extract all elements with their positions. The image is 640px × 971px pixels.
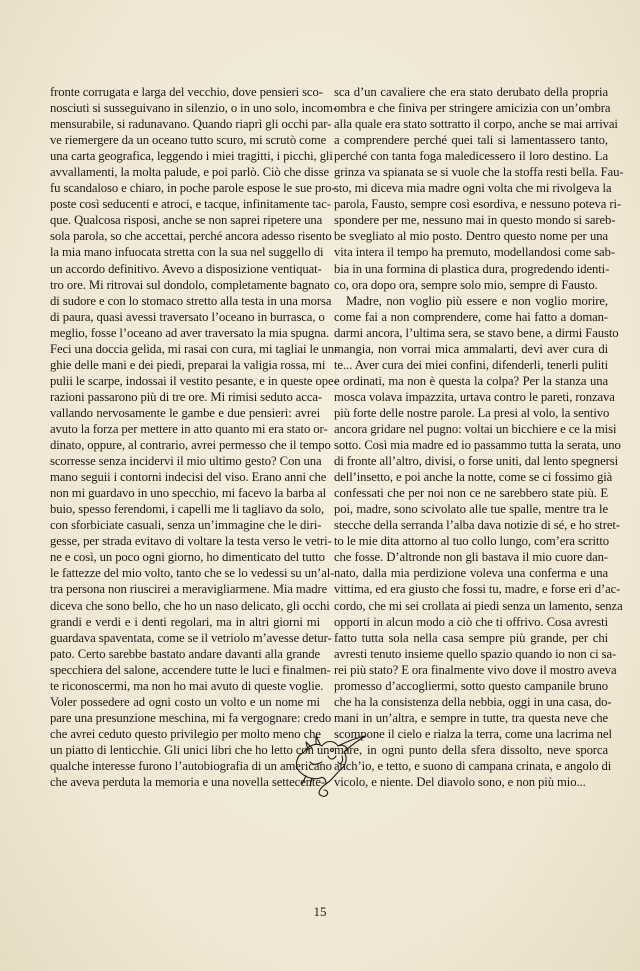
text-line: grandi e verdi e i denti regolari, ma in altri giorni mi [50, 614, 320, 629]
text-line: cordo, che mi sei crollata ai piedi senza un lamento, senza [334, 598, 623, 613]
text-line: mare, in ogni punto della sfera dissolto, neve sporca [334, 742, 608, 757]
text-line: Voler possedere ad ogni costo un volto e un nome mi [50, 694, 320, 709]
text-line: di fronte all’altro, divisi, o forse uniti, dal lento spegnersi [334, 454, 619, 469]
text-line: le fattezze del mio volto, tanto che se lo vedessi su un’al- [50, 566, 335, 581]
text-line: scompone il cielo e rialza la terra, come una lacrima nel [334, 726, 612, 741]
text-line: to le mie dita attorno al tuo collo lungo, com’era scritto [334, 534, 610, 549]
text-line: ne e così, un poco ogni giorno, ho dimenticato del tutto [50, 550, 325, 565]
text-line: Feci una doccia gelida, mi rasai con cura, mi tagliai le un- [50, 341, 339, 356]
text-line: ancora gridare nel pugno: voltai un bicchiere e ce la misi [334, 421, 617, 436]
text-line: fu scandaloso e chiaro, in poche parole espose le sue pro- [50, 181, 336, 196]
text-line: sotto. Così mia madre ed io passammo tutta la serata, uno [334, 438, 621, 453]
page-number: 15 [313, 904, 327, 919]
text-line: di sudore e con lo stomaco stretto alla testa in una morsa [50, 293, 332, 308]
text-line: la mia mano infuocata stretta con la sua nel suggello di [50, 245, 324, 260]
text-line: razioni passarono più di tre ore. Mi rimisi seduto acca- [50, 389, 323, 404]
text-line: pare una presunzione meschina, mi fa vergognare: credo [50, 710, 332, 725]
text-line: promesso d’accogliermi, sotto questo campanile bruno [334, 678, 608, 693]
text-line: nato, dalla mia perdizione voleva una conferma e una [334, 566, 608, 581]
text-line: e ordinati, ma non è questa la colpa? Per la stanza una [334, 373, 608, 388]
text-line: gesse, per strada evitavo di voltare la testa verso le vetri- [50, 534, 332, 549]
text-line: rei più stato? E ora finalmente vivo dove il mostro aveva [334, 662, 617, 677]
text-line: pulii le scarpe, indossai il vestito pesante, e in queste ope- [50, 373, 338, 388]
text-line: confessati che per noi non ce ne sarebbero state più. E [334, 486, 608, 501]
text-line: diceva che sono bello, che ho un naso delicato, gli occhi [50, 598, 330, 613]
text-line: vita intera il tempo ha premuto, modellandosi come sab- [334, 245, 615, 260]
text-line: con sforbiciate casuali, senza un’immagine che le diri- [50, 518, 322, 533]
text-line: mangia, non vorrai mica ammalarti, devi aver cura di [334, 341, 608, 356]
text-line: specchiera del salone, accendere tutte le luci e finalmen- [50, 662, 331, 677]
text-line: che ha la consistenza della nebbia, oggi in una casa, do- [334, 694, 612, 709]
text-line: vicolo, e niente. Del diavolo sono, e non più mio... [334, 775, 586, 790]
text-line: guardava spaventata, come se il vetriolo m’avesse detur- [50, 630, 332, 645]
text-line: parola, Fausto, sempre così esordiva, e nessuno poteva ri- [334, 197, 621, 212]
text-line: un accordo definitivo. Avevo a disposizione ventiquat- [50, 261, 322, 276]
text-line: opporti in alcun modo a ciò che ti offrivo. Cosa avresti [334, 614, 608, 629]
text-line: ombra e che finiva per stringere amicizia con un’ombra [334, 101, 611, 116]
text-line: perché con tanta foga maledicessero il loro destino. La [334, 149, 608, 164]
text-line: fronte corrugata e larga del vecchio, dove pensieri sco- [50, 85, 323, 99]
text-line: vallando nervosamente le gambe e due pensieri: avrei [50, 405, 320, 420]
text-line: tro ore. Mi ritrovai sul dondolo, completamente bagnato [50, 277, 330, 292]
text-line: darmi ancora, l’ultima sera, se stavo bene, a dirmi Fausto [334, 325, 619, 340]
text-line: alla quale era stato sottratto il corpo, anche se mai arrivai [334, 117, 618, 132]
text-line: mosca volava impazzita, urtava contro le pareti, ronzava [334, 389, 615, 404]
text-line: pato. Certo sarebbe bastato andare davanti alla grande [50, 646, 320, 661]
text-line: fatto tutta sola nella casa sempre più grande, per chi [334, 630, 608, 645]
text-line: mensurabile, si radunavano. Quando riaprì gli occhi par- [50, 117, 332, 132]
text-line: non mi guardavo in uno specchio, mi facevo la barba al [50, 486, 327, 501]
text-line: avuto la forza per mettere in atto quanto mi era stato or- [50, 421, 328, 436]
text-line: co, ora dopo ora, sempre solo mio, sempre di Fausto. [334, 277, 598, 292]
text-line: avvallamenti, la molta palude, e poi parlò. Ciò che disse [50, 165, 329, 180]
text-line: mani in un’altra, e sempre in tutte, tra questa neve che [334, 710, 608, 725]
text-line: una carta geografica, leggendo i miei tragitti, i picchi, gli [50, 149, 333, 164]
text-line: vittima, ed era giusto che fossi tu, madre, e forse eri d’ac- [334, 582, 621, 597]
text-line: che aveva perduta la memoria e una novella settecente- [50, 775, 325, 790]
text-line: più forte delle nostre parole. La presi al volo, la sentivo [334, 405, 610, 420]
text-line: dinato, oppure, al contrario, avrei permesso che il tempo [50, 438, 331, 453]
text-line: stecche della serranda l’alba dava notizie di sé, e ho stret- [334, 518, 620, 533]
text-line: qualche interesse furono l’autobiografia di un americano [50, 758, 332, 773]
text-line: che fosse. D’altronde non gli bastava il mio cuore dan- [334, 550, 608, 565]
text-line: avresti tenuto insieme quello spazio quando io non ci sa- [334, 646, 617, 661]
text-line: Madre, non voglio più essere e non voglio morire, [346, 293, 608, 308]
text-line: scorresse senza incidervi il mio ultimo gesto? Con una [50, 454, 322, 469]
text-line: poste così seducenti e atroci, e tacque, infinitamente tac- [50, 197, 331, 212]
text-line: grinza va spianata se si vuole che la stoffa resti bella. Fau- [334, 165, 624, 180]
text-line: a comprendere perché quei tali si lamentassero tanto, [334, 133, 608, 148]
text-line: te... Aver cura dei miei confini, difenderli, tenerli puliti [334, 357, 608, 372]
text-line: poi, madre, sono scivolato alle tue spalle, mentre tra le [334, 502, 608, 517]
text-line: anch’io, e tetto, e suono di campana crinata, e angolo di [334, 758, 612, 773]
text-line: dell’insetto, e poi anche la notte, come se ci fossimo già [334, 470, 613, 485]
text-line: di paura, quasi avessi traversato l’oceano in burrasca, o [50, 309, 325, 324]
text-line: tra persona non riuscirei a meravigliarmene. Mia madre [50, 582, 328, 597]
left-text-column [50, 84, 339, 790]
text-line: ve riemergere da un oceano tutto scuro, mi scrutò come [50, 133, 327, 148]
horned-creature-sketch-icon [286, 732, 366, 798]
text-line: che avrei ceduto questo privilegio per molto meno che [50, 726, 321, 741]
text-line: be svegliato al mio posto. Dentro questo nome per una [334, 229, 608, 244]
text-line: spondere per me, nessuno mai in questo mondo si sareb- [334, 213, 616, 228]
text-line: ghie delle mani e dei piedi, preparai la valigia rossa, mi [50, 357, 326, 372]
text-line: un piatto di lenticchie. Gli unici libri che ho letto con un [50, 742, 330, 757]
text-line: nosciuti si susseguivano in silenzio, o in uno solo, incom- [50, 101, 337, 116]
text-line: buio, spesso ferendomi, i capelli me li tagliavo da solo, [50, 502, 325, 517]
text-line: meglio, fosse l’oceano ad aver traversato la mia spugna. [50, 325, 330, 340]
right-text-column [334, 84, 624, 790]
text-line: bia in una formina di plastica dura, progredendo identi- [334, 261, 610, 276]
text-line: come fai a non comprendere, come hai fatto a doman- [334, 309, 608, 324]
text-line: te riconoscermi, ma non ho mai avuto di queste voglie. [50, 678, 324, 693]
text-line: sca d’un cavaliere che era stato derubato della propria [334, 85, 608, 99]
text-line: sola parola, so che accettai, perché ancora adesso risento [50, 229, 332, 244]
text-line: sto, mi diceva mia madre ogni volta che mi rivolgeva la [334, 181, 612, 196]
text-line: mano seguii i contorni indecisi del viso. Erano anni che [50, 470, 327, 485]
text-line: que. Qualcosa risposi, anche se non saprei ripetere una [50, 213, 323, 228]
